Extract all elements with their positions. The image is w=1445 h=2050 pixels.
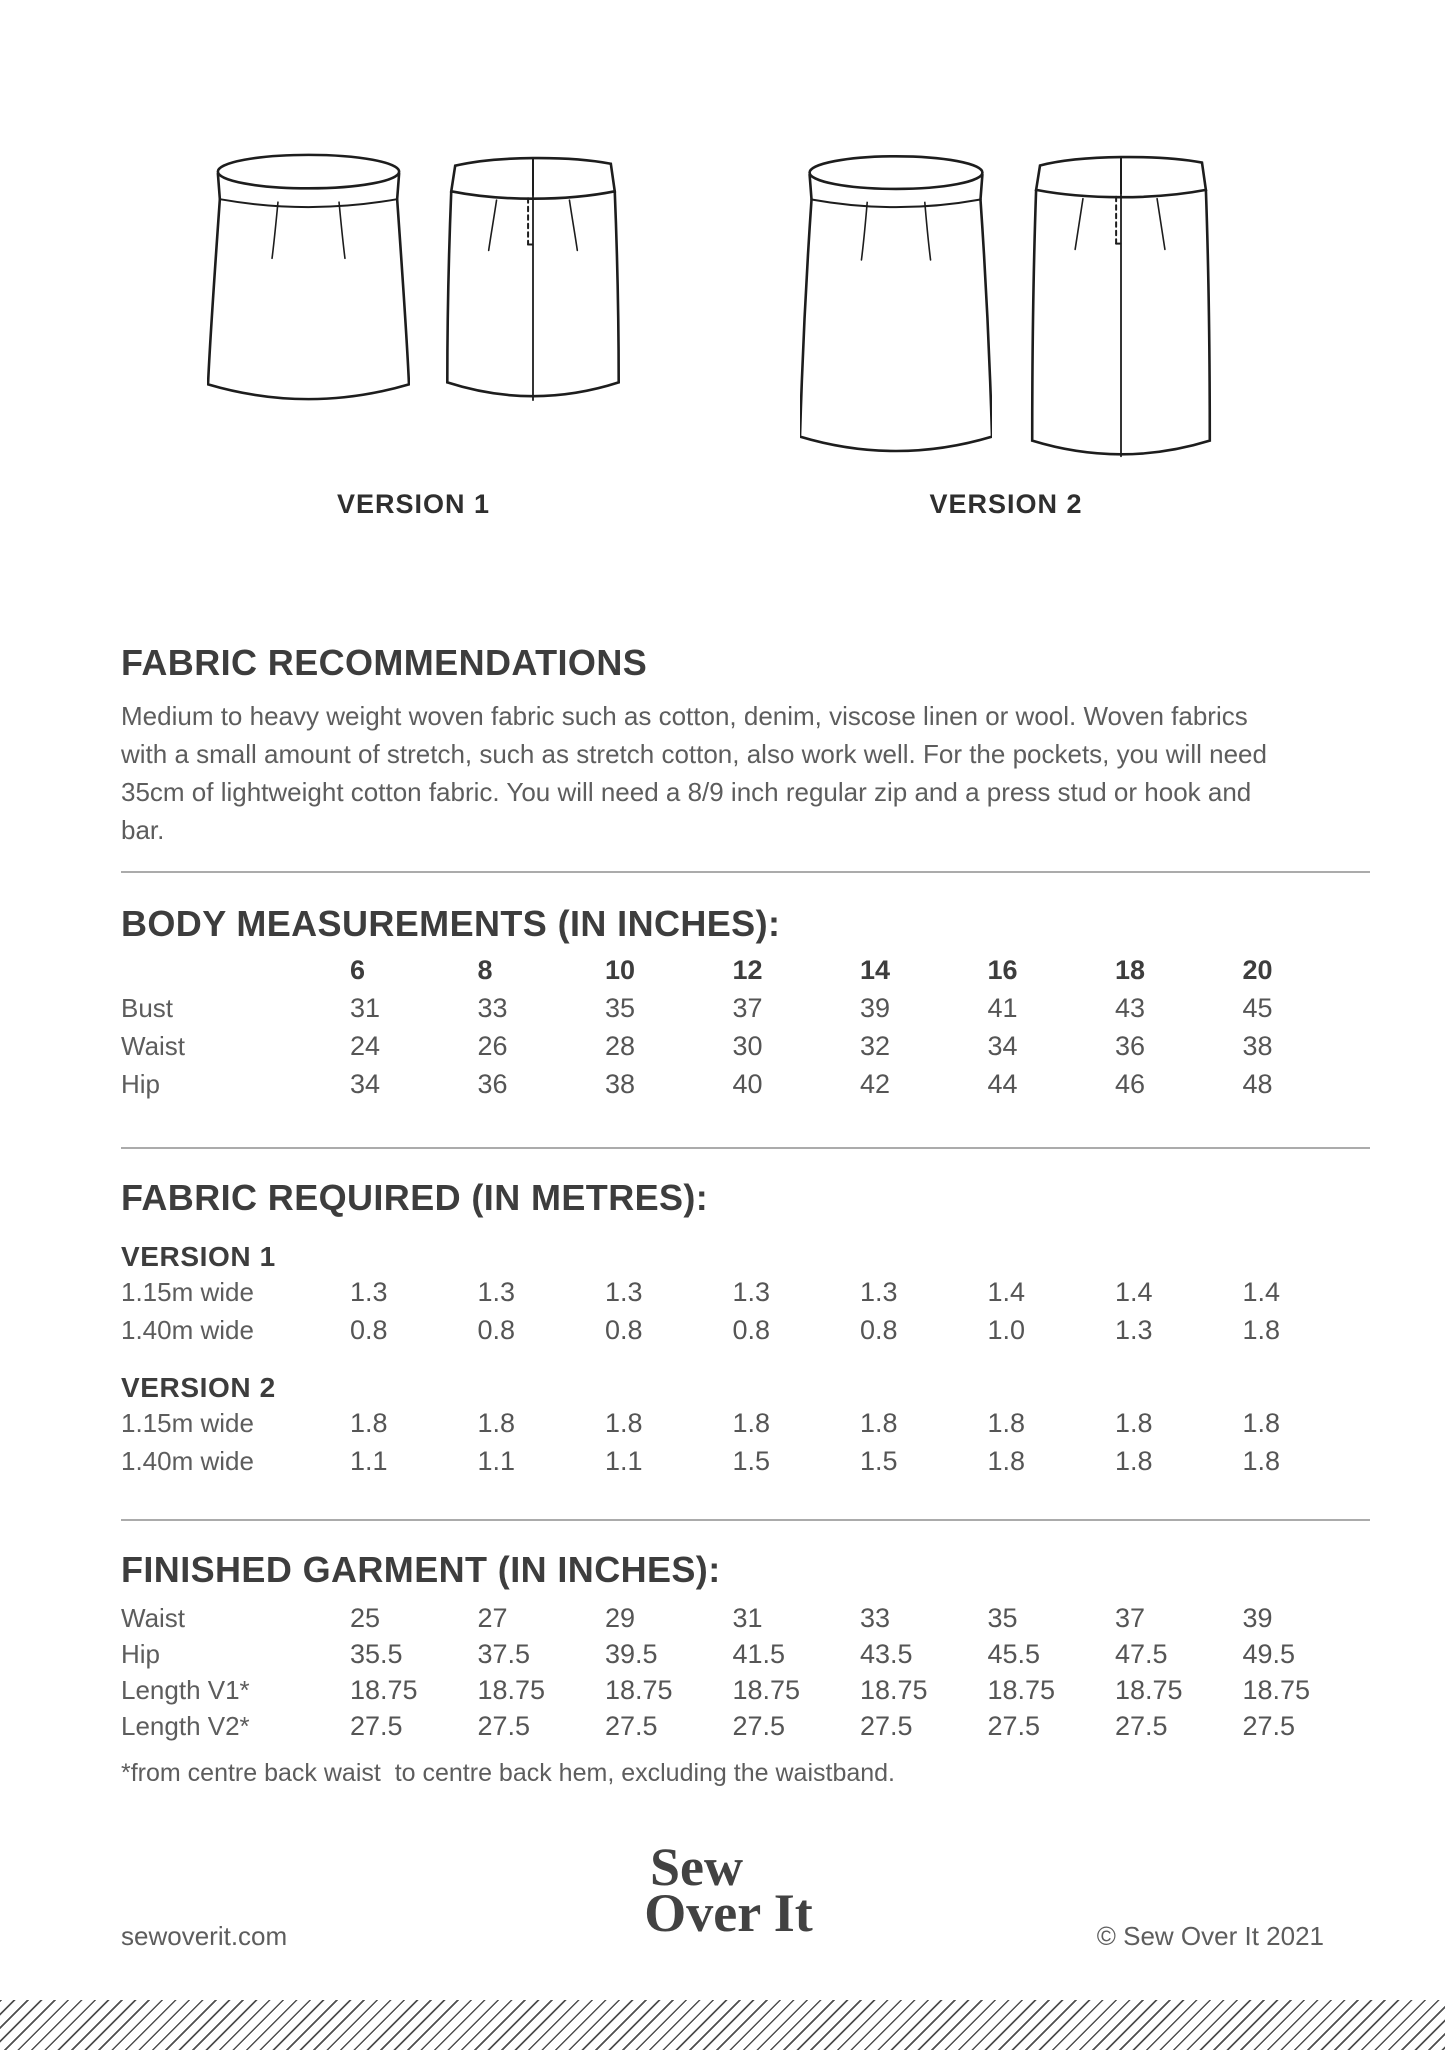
measurement-value: 47.5	[1115, 1639, 1168, 1669]
measurement-value: 0.8	[732, 1315, 771, 1345]
size-column-header: 16	[987, 955, 1018, 985]
measurement-value: 1.3	[860, 1277, 898, 1307]
measurement-value: 35	[987, 1603, 1018, 1633]
measurement-value: 27.5	[860, 1711, 913, 1741]
row-label: Length V2*	[121, 1711, 250, 1741]
row-label: Waist	[121, 1603, 186, 1633]
measurement-value: 18.75	[1242, 1675, 1311, 1705]
size-column-header: 6	[350, 955, 366, 985]
measurement-value: 0.8	[860, 1315, 898, 1345]
measurement-value: 1.8	[605, 1408, 643, 1438]
measurement-value: 1.8	[732, 1408, 771, 1438]
row-label: 1.15m wide	[121, 1277, 254, 1307]
measurement-value: 40	[732, 1069, 763, 1099]
measurement-value: 1.8	[987, 1446, 1026, 1476]
measurement-value: 1.3	[350, 1277, 388, 1307]
size-column-header: 12	[732, 955, 763, 985]
measurement-value: 37	[732, 993, 763, 1023]
copyright-notice: © Sew Over It 2021	[1096, 1921, 1324, 1951]
measurement-value: 33	[477, 993, 508, 1023]
measurement-value: 25	[350, 1603, 381, 1633]
measurement-value: 27.5	[350, 1711, 403, 1741]
measurement-value: 42	[860, 1069, 891, 1099]
measurement-value: 1.1	[350, 1446, 388, 1476]
measurement-value: 1.3	[732, 1277, 771, 1307]
body-measurements-heading: BODY MEASUREMENTS (IN INCHES):	[121, 903, 781, 944]
fabric-recommendations-text-line: 35cm of lightweight cotton fabric. You will need a 8/9 inch regular zip and a press stud or hook and	[121, 777, 1252, 807]
measurement-value: 1.3	[477, 1277, 516, 1307]
measurement-value: 1.3	[605, 1277, 643, 1307]
fabric-recommendations-text-line: with a small amount of stretch, such as stretch cotton, also work well. For the pockets, you will need	[121, 739, 1267, 769]
logo-line-1: Sew	[650, 1837, 743, 1897]
website-link[interactable]: sewoverit.com	[121, 1921, 288, 1951]
measurement-value: 18.75	[732, 1675, 801, 1705]
measurement-value: 0.8	[477, 1315, 516, 1345]
measurement-value: 29	[605, 1603, 636, 1633]
measurement-value: 45.5	[987, 1639, 1041, 1669]
logo-line-2: Over It	[644, 1883, 813, 1943]
measurement-value: 35	[605, 993, 636, 1023]
diagonal-hatch-stripe	[0, 2000, 1445, 2050]
measurement-value: 27.5	[1242, 1711, 1296, 1741]
measurement-value: 43.5	[860, 1639, 913, 1669]
measurement-value: 26	[477, 1031, 508, 1061]
measurement-value: 41	[987, 993, 1018, 1023]
measurement-value: 1.3	[1115, 1315, 1153, 1345]
measurement-value: 1.8	[1242, 1408, 1281, 1438]
measurement-value: 33	[860, 1603, 891, 1633]
row-label: Bust	[121, 993, 174, 1023]
measurement-value: 1.1	[605, 1446, 643, 1476]
measurement-value: 35.5	[350, 1639, 403, 1669]
measurement-value: 30	[732, 1031, 763, 1061]
row-label: Hip	[121, 1069, 161, 1099]
fabric-required-version2-table	[121, 1404, 1370, 1480]
measurement-value: 1.8	[350, 1408, 388, 1438]
fabric-required-version2-heading: VERSION 2	[121, 1372, 276, 1403]
measurement-value: 48	[1242, 1069, 1273, 1099]
measurement-value: 18.75	[860, 1675, 928, 1705]
measurement-value: 1.0	[987, 1315, 1026, 1345]
measurement-value: 27.5	[987, 1711, 1041, 1741]
measurement-value: 0.8	[350, 1315, 388, 1345]
measurement-value: 46	[1115, 1069, 1146, 1099]
measurement-value: 18.75	[987, 1675, 1056, 1705]
fabric-recommendations-text	[121, 697, 1370, 849]
measurement-value: 28	[605, 1031, 636, 1061]
measurement-value: 37	[1115, 1603, 1146, 1633]
measurement-value: 1.5	[860, 1446, 898, 1476]
section-divider	[121, 871, 1370, 873]
measurement-value: 34	[987, 1031, 1018, 1061]
size-column-header: 8	[477, 955, 493, 985]
measurement-value: 27.5	[732, 1711, 786, 1741]
measurement-value: 49.5	[1242, 1639, 1296, 1669]
measurement-value: 24	[350, 1031, 381, 1061]
fabric-recommendations-heading: FABRIC RECOMMENDATIONS	[121, 642, 648, 683]
fabric-recommendations-text-line: bar.	[121, 815, 165, 845]
measurement-value: 31	[732, 1603, 763, 1633]
measurement-value: 37.5	[477, 1639, 531, 1669]
measurement-value: 41.5	[732, 1639, 786, 1669]
measurement-value: 1.4	[1115, 1277, 1153, 1307]
measurement-value: 44	[987, 1069, 1018, 1099]
section-divider	[121, 1519, 1370, 1521]
measurement-value: 1.4	[1242, 1277, 1281, 1307]
row-label: 1.40m wide	[121, 1315, 254, 1345]
version2-back-skirt-drawing	[1030, 146, 1212, 468]
version1-back-skirt-drawing	[446, 146, 620, 408]
finished-garment-heading: FINISHED GARMENT (IN INCHES):	[121, 1549, 721, 1590]
measurement-value: 0.8	[605, 1315, 643, 1345]
version2-front-skirt-drawing	[800, 146, 992, 468]
measurement-value: 43	[1115, 993, 1146, 1023]
length-footnote: *from centre back waist to centre back hem, excluding the waistband.	[121, 1759, 895, 1787]
size-column-header: 20	[1242, 955, 1273, 985]
version1-label: VERSION 1	[336, 489, 491, 519]
row-label: Length V1*	[121, 1675, 250, 1705]
version1-front-skirt-drawing	[207, 146, 410, 408]
measurement-value: 36	[477, 1069, 508, 1099]
measurement-value: 27	[477, 1603, 508, 1633]
measurement-value: 1.8	[477, 1408, 516, 1438]
fabric-required-version1-heading: VERSION 1	[121, 1241, 276, 1272]
measurement-value: 39.5	[605, 1639, 658, 1669]
measurement-value: 18.75	[477, 1675, 546, 1705]
measurement-value: 38	[1242, 1031, 1273, 1061]
size-column-header: 18	[1115, 955, 1146, 985]
row-label: Waist	[121, 1031, 186, 1061]
measurement-value: 27.5	[477, 1711, 531, 1741]
measurement-value: 38	[605, 1069, 636, 1099]
measurement-value: 45	[1242, 993, 1273, 1023]
finished-garment-table	[121, 1600, 1370, 1744]
measurement-value: 36	[1115, 1031, 1146, 1061]
measurement-value: 1.4	[987, 1277, 1026, 1307]
fabric-recommendations-text-line: Medium to heavy weight woven fabric such as cotton, denim, viscose linen or wool. Woven fabrics	[121, 701, 1248, 731]
row-label: Hip	[121, 1639, 161, 1669]
row-label: 1.15m wide	[121, 1408, 254, 1438]
measurement-value: 1.8	[987, 1408, 1026, 1438]
section-divider	[121, 1147, 1370, 1149]
measurement-value: 32	[860, 1031, 891, 1061]
measurement-value: 1.5	[732, 1446, 771, 1476]
measurement-value: 1.8	[1242, 1315, 1281, 1345]
size-column-header: 10	[605, 955, 636, 985]
measurement-value: 1.8	[1242, 1446, 1281, 1476]
measurement-value: 39	[1242, 1603, 1273, 1633]
measurement-value: 1.1	[477, 1446, 516, 1476]
measurement-value: 1.8	[1115, 1446, 1153, 1476]
measurement-value: 1.8	[1115, 1408, 1153, 1438]
size-column-header: 14	[860, 955, 891, 985]
measurement-value: 39	[860, 993, 891, 1023]
size-row-corner	[121, 951, 350, 989]
measurement-value: 18.75	[350, 1675, 418, 1705]
measurement-value: 27.5	[1115, 1711, 1168, 1741]
version2-label: VERSION 2	[929, 489, 1083, 519]
row-label: 1.40m wide	[121, 1446, 254, 1476]
measurement-value: 18.75	[1115, 1675, 1183, 1705]
body-measurements-table	[121, 951, 1370, 1103]
fabric-required-version1-table	[121, 1273, 1370, 1349]
measurement-value: 34	[350, 1069, 381, 1099]
measurement-value: 27.5	[605, 1711, 658, 1741]
pattern-details	[121, 642, 1370, 1788]
measurement-value: 1.8	[860, 1408, 898, 1438]
measurement-value: 31	[350, 993, 381, 1023]
measurement-value: 18.75	[605, 1675, 673, 1705]
fabric-required-heading: FABRIC REQUIRED (IN METRES):	[121, 1177, 709, 1218]
